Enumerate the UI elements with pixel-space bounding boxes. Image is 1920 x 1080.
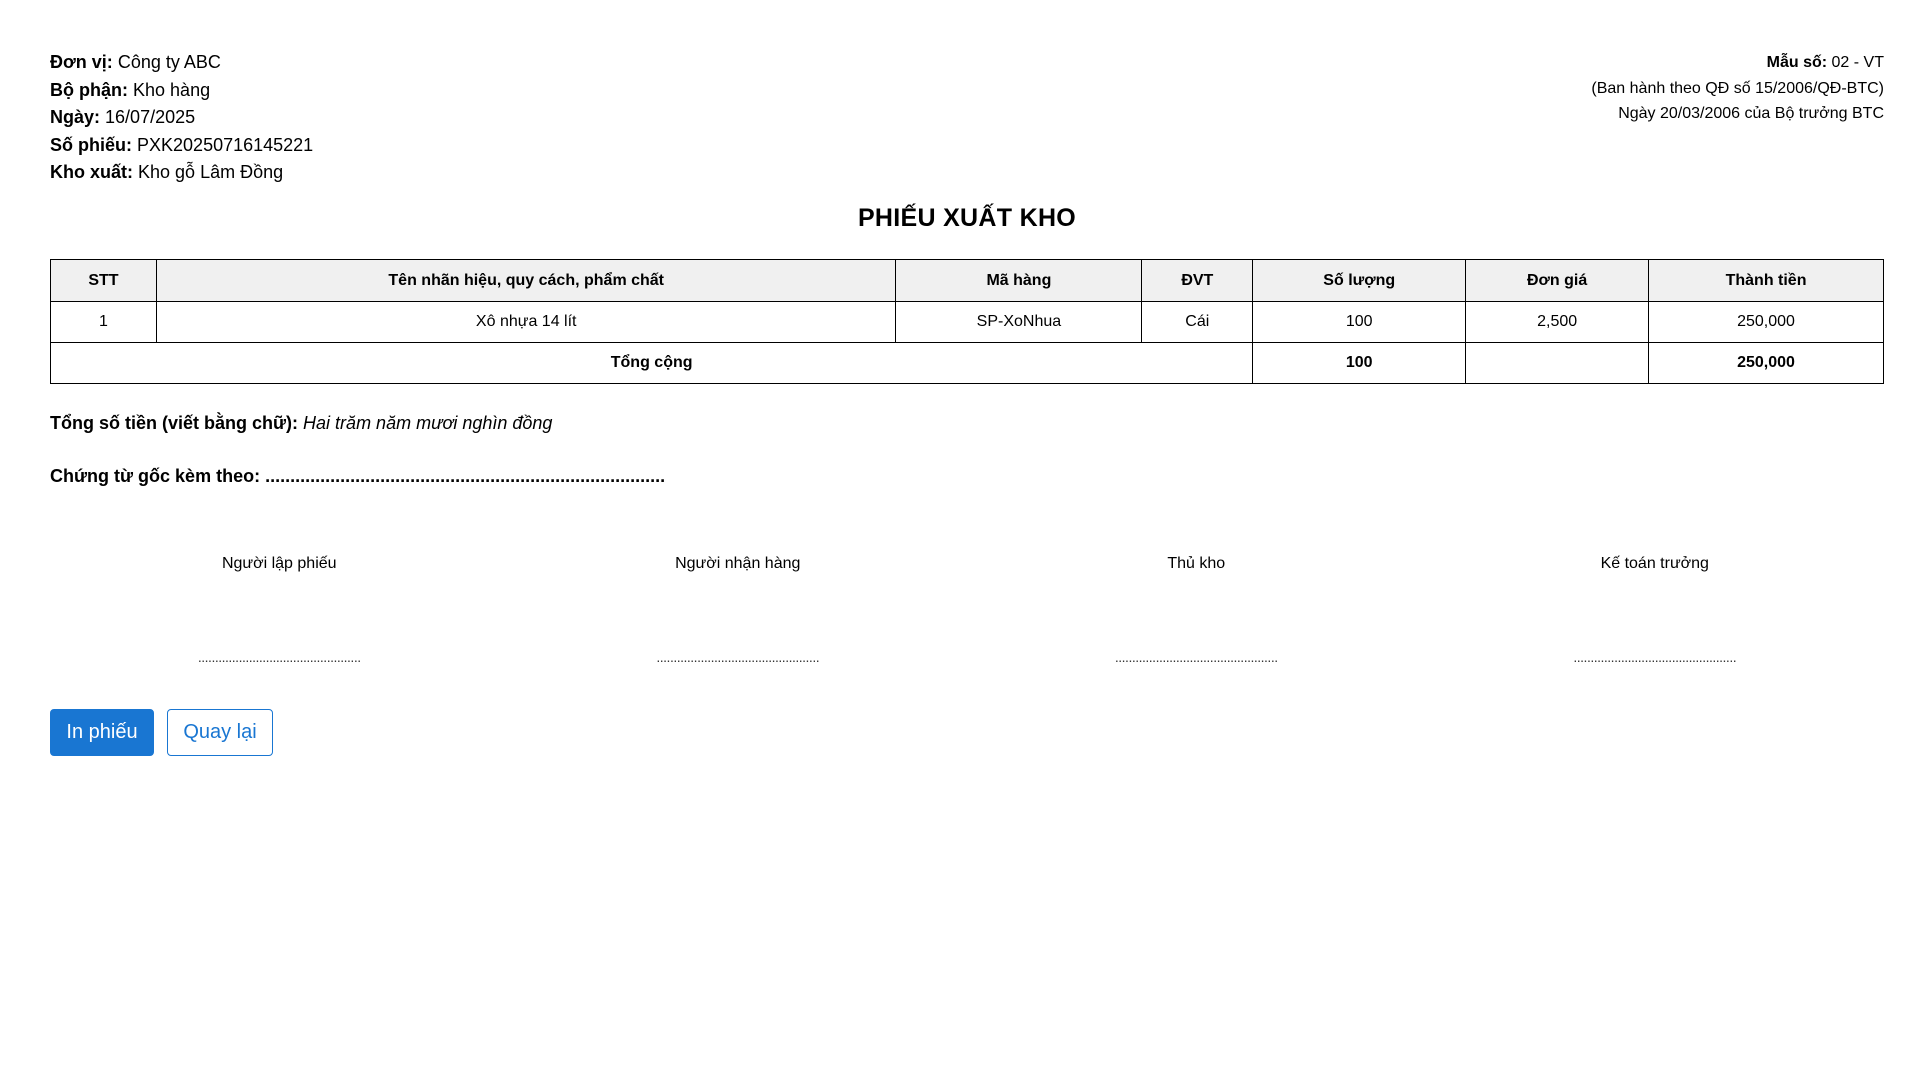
total-label: Tổng cộng [51,343,1253,384]
amount-in-words-label: Tổng số tiền (viết bằng chữ): [50,413,299,433]
attachments-label: Chứng từ gốc kèm theo: [50,466,261,486]
department-value: Kho hàng [133,79,211,100]
voucher-no-line [50,132,313,160]
cell-description: Xô nhựa 14 lít [156,302,896,343]
cell-amount: 250,000 [1649,302,1884,343]
warehouse-line [50,159,313,187]
form-info [1591,50,1884,127]
department-label: Bộ phận: [50,79,128,100]
warehouse-value: Kho gỗ Lâm Đồng [138,162,284,182]
amount-in-words-value: Hai trăm năm mươi nghìn đồng [303,413,553,433]
attachments [50,466,665,487]
items-table [50,259,1884,384]
form-value: 02 - VT [1831,54,1884,71]
signature-chief-accountant [1426,555,1885,665]
date-line [50,104,313,132]
voucher-info [50,49,313,187]
form-line [1591,50,1884,76]
table-header-row [51,260,1884,302]
cell-stt: 1 [51,302,157,343]
total-amount: 250,000 [1649,343,1884,384]
table-row [51,302,1884,343]
date-value: 16/07/2025 [105,107,196,127]
total-quantity: 100 [1253,343,1466,384]
signature-title: Người nhận hàng [675,555,801,572]
signature-storekeeper [967,555,1426,665]
column-header-stt: STT [51,260,157,302]
signature-block [50,555,1884,665]
action-bar [50,709,273,756]
voucher-no-value: PXK20250716145221 [137,134,314,155]
cell-unit-price: 2,500 [1466,302,1649,343]
amount-in-words [50,413,552,434]
voucher-page [50,0,1884,743]
unit-line [50,49,313,77]
signature-title: Kế toán trưởng [1600,555,1709,572]
signature-title: Thủ kho [1167,555,1226,572]
page-title: PHIẾU XUẤT KHO [857,204,1077,232]
total-row [51,343,1884,384]
column-header-unit-price: Đơn giá [1466,260,1649,302]
column-header-unit: ĐVT [1142,260,1253,302]
regulation-line-2: Ngày 20/03/2006 của Bộ trưởng BTC [1618,105,1884,122]
signature-line: ................................................ [1573,649,1737,665]
signature-preparer [50,555,509,665]
signature-receiver [509,555,968,665]
voucher-no-label: Số phiếu: [50,134,132,155]
signature-line: ................................................ [197,649,361,665]
form-label: Mẫu số: [1766,54,1828,71]
total-unit-price [1466,343,1649,384]
back-button[interactable]: Quay lại [167,709,273,756]
column-header-amount: Thành tiền [1649,260,1884,302]
column-header-quantity: Số lượng [1253,260,1466,302]
department-line [50,77,313,105]
regulation-line-1: (Ban hành theo QĐ số 15/2006/QĐ-BTC) [1591,79,1884,97]
column-header-description: Tên nhãn hiệu, quy cách, phẩm chất [156,260,896,302]
signature-line: ................................................ [1114,649,1278,665]
unit-value: Công ty ABC [117,52,221,72]
cell-item-code: SP-XoNhua [896,302,1142,343]
signature-line: ................................................ [656,649,820,665]
cell-unit: Cái [1142,302,1253,343]
print-button[interactable]: In phiếu [50,709,154,756]
attachments-dots: ................................................................................ [265,466,666,486]
unit-label: Đơn vị: [50,52,113,72]
cell-quantity: 100 [1253,302,1466,343]
column-header-item-code: Mã hàng [896,260,1142,302]
voucher-header [50,0,1884,200]
date-label: Ngày: [50,107,101,127]
warehouse-label: Kho xuất: [50,162,133,182]
signature-title: Người lập phiếu [221,555,337,572]
